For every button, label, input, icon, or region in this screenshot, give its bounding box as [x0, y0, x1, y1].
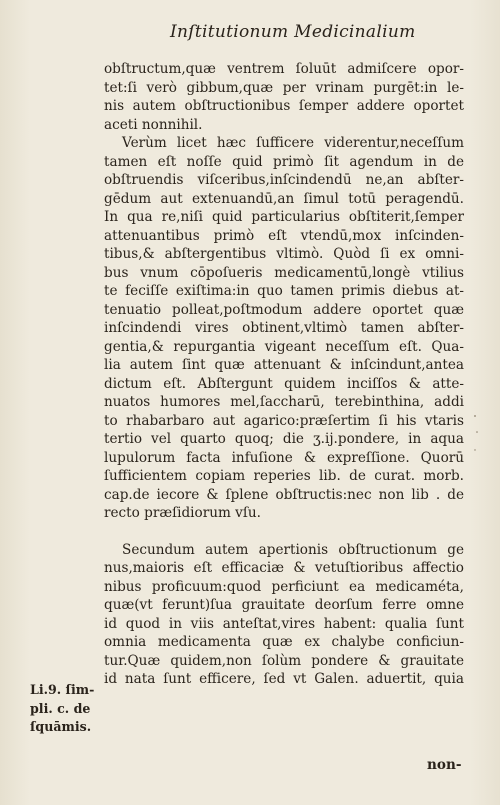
text-line: recto præſidiorum vſu. [104, 505, 261, 521]
text-line: quæ(vt ferunt)ſua grauitate deorſum ferre omne [104, 597, 464, 613]
text-line: nuatos humores mel,ſaccharū, terebinthina, addi [104, 394, 464, 410]
text-line: gēdum aut extenuandū,an ſimul totū peragendū. [104, 190, 464, 207]
ink-bleed-marks [472, 410, 480, 470]
text-line: tibus,& abſtergentibus vltimò. Quòd ſi ex omni- [104, 246, 464, 262]
text-line: omnia medicamenta quæ ex chalybe conficiun- [104, 634, 464, 650]
text-line: obſtructum,quæ ventrem ſoluūt admiſcere opor- [104, 61, 464, 77]
text-line: nus,maioris eſt efficaciæ & vetuſtioribus affectio [104, 560, 464, 576]
body-text [104, 60, 464, 689]
paragraph-gap [104, 523, 464, 541]
text-line: tenuatio polleat,poſtmodum addere oportet quæ [104, 301, 464, 318]
text-line: Verùm licet hæc ſufficere viderentur,neceſſum [122, 135, 464, 151]
paragraph-1 [104, 60, 464, 134]
text-line: cap.de iecore & ſplene obſtructis:nec non lib . de [104, 486, 464, 503]
text-line: to rhabarbaro aut agarico:præſertim ſi his vtaris [104, 412, 464, 429]
running-head: Inſtitutionum Medicinalium [170, 22, 416, 42]
text-line: te feciſſe exiſtima:in quo tamen primis diebus at- [104, 283, 464, 299]
text-line: lia autem ſint quæ attenuant & inſcindunt,antea [104, 357, 464, 373]
text-line: Secundum autem apertionis obſtructionum ge [122, 541, 464, 558]
text-line: dictum eſt. Abſtergunt quidem inciſſos & atte- [104, 375, 464, 392]
margin-note-line: Li.9. ſim- [30, 682, 95, 697]
text-line: bus vnum cōpoſueris medicamentū,longè vtilius [104, 264, 464, 281]
text-line: id quod in viis anteſtat,vires habent: qualia ſunt [104, 615, 464, 632]
text-line: tet:ſi verò gibbum,quæ per vrinam purgēt:in le- [104, 79, 464, 96]
text-line: In qua re,niſi quid particularius obſtiterit,ſemper [104, 209, 464, 225]
text-line: obſtruendis viſceribus,inſcindendū ne,an abſter- [104, 172, 464, 188]
text-line: nis autem obſtructionibus ſemper addere oportet [104, 98, 464, 114]
text-line: attenuantibus primò eſt vtendū,mox inſcinden- [104, 227, 464, 244]
paragraph-3 [104, 541, 464, 689]
text-line: tamen eſt noſſe quid primò ſit agendum in de [104, 153, 464, 170]
catchword: non- [427, 757, 462, 773]
text-line: tur.Quæ quidem,non ſolùm pondere & grauitate [104, 652, 464, 669]
text-line: gentia,& repurgantia vigeant neceſſum eſt. Qua- [104, 338, 464, 355]
paragraph-2 [104, 134, 464, 523]
text-line: aceti nonnihil. [104, 116, 203, 133]
margin-note-line: pli. c. de [30, 700, 91, 716]
text-line: nibus proficuum:quod perficiunt ea medicaméta, [104, 578, 464, 595]
text-line: id nata ſunt efficere, ſed vt Galen. aduertit, quia [104, 671, 464, 687]
text-line: tertio vel quarto quoq; die ʒ.ij.pondere, in aqua [104, 431, 464, 447]
text-line: ſufficientem copiam reperies lib. de curat. morb. [104, 468, 464, 484]
margin-note [30, 681, 110, 737]
text-line: lupulorum facta infuſione & expreſſione. Quorū [104, 449, 464, 466]
text-line: inſcindendi vires obtinent,vltimò tamen abſter- [104, 320, 464, 336]
margin-note-line: ſquāmis. [30, 719, 92, 734]
